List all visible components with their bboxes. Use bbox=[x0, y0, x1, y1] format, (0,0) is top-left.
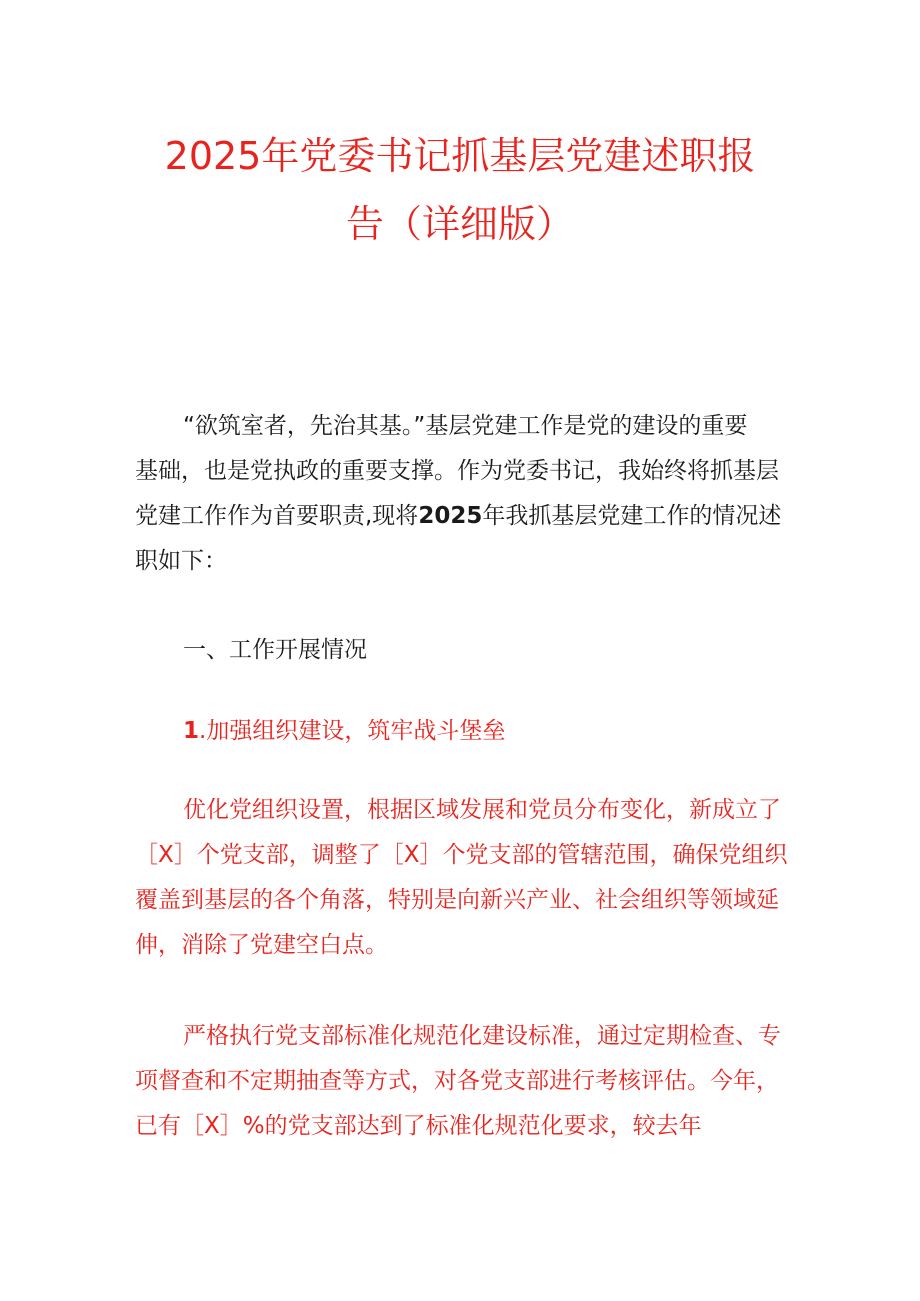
paragraph-line: 覆盖到基层的各个角落，特别是向新兴产业、社会组织等领域延 bbox=[135, 887, 779, 913]
subsection-title: .加强组织建设，筑牢战斗堡垒 bbox=[199, 718, 506, 744]
subsection-number: 1 bbox=[183, 718, 200, 744]
paragraph-organization bbox=[135, 788, 795, 968]
subsection-heading bbox=[183, 709, 505, 754]
paragraph-line: 伸，消除了党建空白点。 bbox=[135, 932, 388, 958]
document-title bbox=[120, 122, 800, 258]
intro-text: 年我抓基层党建工作的情况述 bbox=[482, 503, 782, 529]
paragraph-line: ［X］个党支部，调整了［X］个党支部的管辖范围，确保党组织 bbox=[135, 842, 788, 868]
paragraph-line: 项督查和不定期抽查等方式，对各党支部进行考核评估。今年， bbox=[135, 1068, 779, 1094]
paragraph-line: 优化党组织设置，根据区域发展和党员分布变化，新成立了 bbox=[183, 797, 781, 823]
paragraph-line: 严格执行党支部标准化规范化建设标准，通过定期检查、专 bbox=[183, 1023, 781, 1049]
intro-line: 职如下： bbox=[135, 548, 227, 574]
paragraph-standardization bbox=[135, 1014, 795, 1149]
intro-text: 党建工作作为首要职责,现将 bbox=[135, 503, 419, 529]
intro-line: 基础，也是党执政的重要支撑。作为党委书记，我始终将抓基层 bbox=[135, 458, 779, 484]
title-line-2: 告（详细版） bbox=[345, 202, 574, 246]
paragraph-line: 已有［X］%的党支部达到了标准化规范化要求，较去年 bbox=[135, 1113, 702, 1139]
intro-paragraph bbox=[135, 404, 795, 584]
title-line-1: 2025年党委书记抓基层党建述职报 bbox=[164, 134, 756, 178]
intro-line: “欲筑室者，先治其基。”基层党建工作是党的建设的重要 bbox=[183, 413, 748, 439]
intro-year: 2025 bbox=[418, 503, 483, 529]
section-heading: 一、工作开展情况 bbox=[183, 637, 367, 663]
intro-line bbox=[135, 494, 795, 539]
